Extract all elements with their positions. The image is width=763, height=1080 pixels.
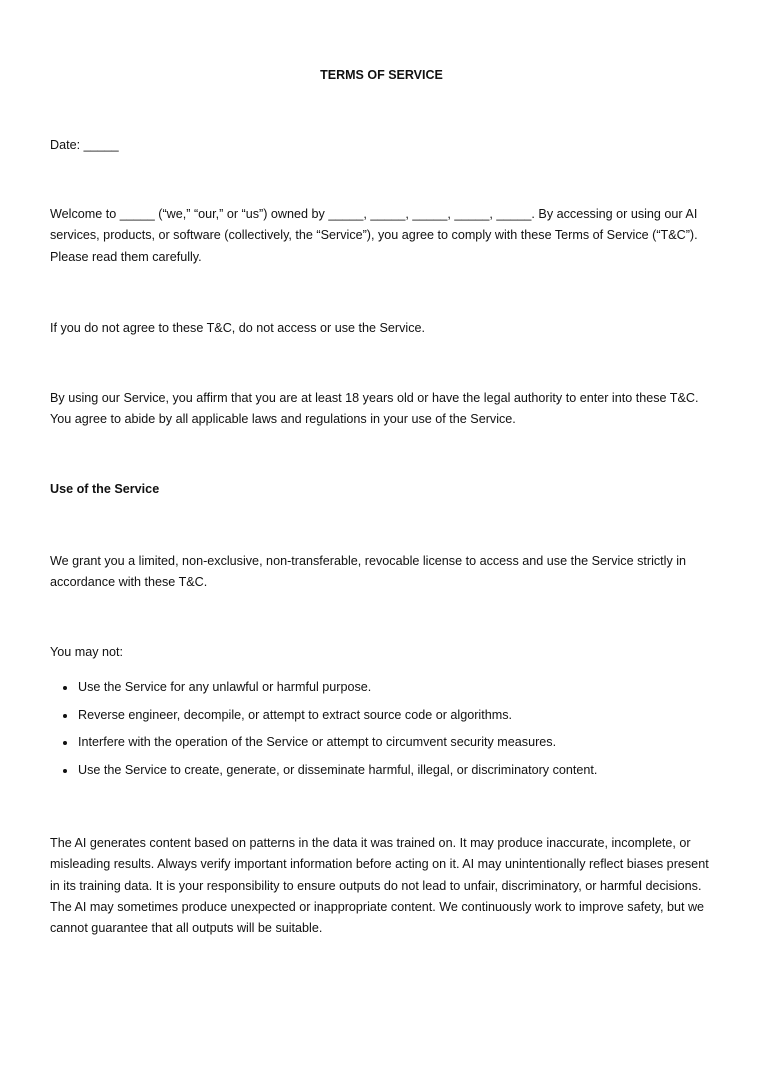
bullet-icon	[63, 741, 67, 745]
ai-disclaimer-paragraph: The AI generates content based on patterns in the data it was trained on. It may produce inaccurate, incomplete, or misleading results. Always verify important information before acting on it. AI may unintentionally reflect biases present in its training data. It is your responsibility to ensure outputs do not lead to unfair, discriminatory, or harmful decisions. The AI may sometimes produce unexpected or inappropriate content. We continuously work to improve safety, but we cannot guarantee that all outputs will be suitable.	[50, 836, 709, 936]
bullet-icon	[63, 686, 67, 690]
date-line: Date: _____	[50, 138, 119, 152]
list-item	[50, 677, 715, 705]
disagree-paragraph: If you do not agree to these T&C, do not access or use the Service.	[50, 321, 425, 335]
prohibited-list	[50, 677, 715, 787]
list-item	[50, 732, 715, 760]
may-not-intro: You may not:	[50, 645, 124, 659]
list-item-text: Reverse engineer, decompile, or attempt to extract source code or algorithms.	[78, 707, 512, 722]
document-title: TERMS OF SERVICE	[320, 68, 443, 82]
welcome-paragraph: Welcome to _____ (“we,” “our,” or “us”) owned by _____, _____, _____, _____, _____. By accessing or using our AI services, products, or software (collectively, the “Service”), you agree to comply with these Terms of Service (“T&C”). Please read them carefully.	[50, 207, 698, 264]
use-of-service-heading: Use of the Service	[50, 482, 160, 496]
list-item	[50, 705, 715, 733]
license-paragraph: We grant you a limited, non-exclusive, non-transferable, revocable license to access and use the Service strictly in accordance with these T&C.	[50, 554, 687, 590]
bullet-icon	[63, 769, 67, 773]
affirm-paragraph: By using our Service, you affirm that you are at least 18 years old or have the legal authority to enter into these T&C. You agree to abide by all applicable laws and regulations in your use of the Service.	[50, 391, 699, 427]
list-item-text: Interfere with the operation of the Service or attempt to circumvent security measures.	[78, 735, 557, 749]
list-item	[50, 760, 715, 788]
list-item-text: Use the Service for any unlawful or harmful purpose.	[78, 680, 372, 694]
bullet-icon	[63, 714, 67, 718]
list-item-text: Use the Service to create, generate, or disseminate harmful, illegal, or discriminatory content.	[78, 762, 598, 777]
